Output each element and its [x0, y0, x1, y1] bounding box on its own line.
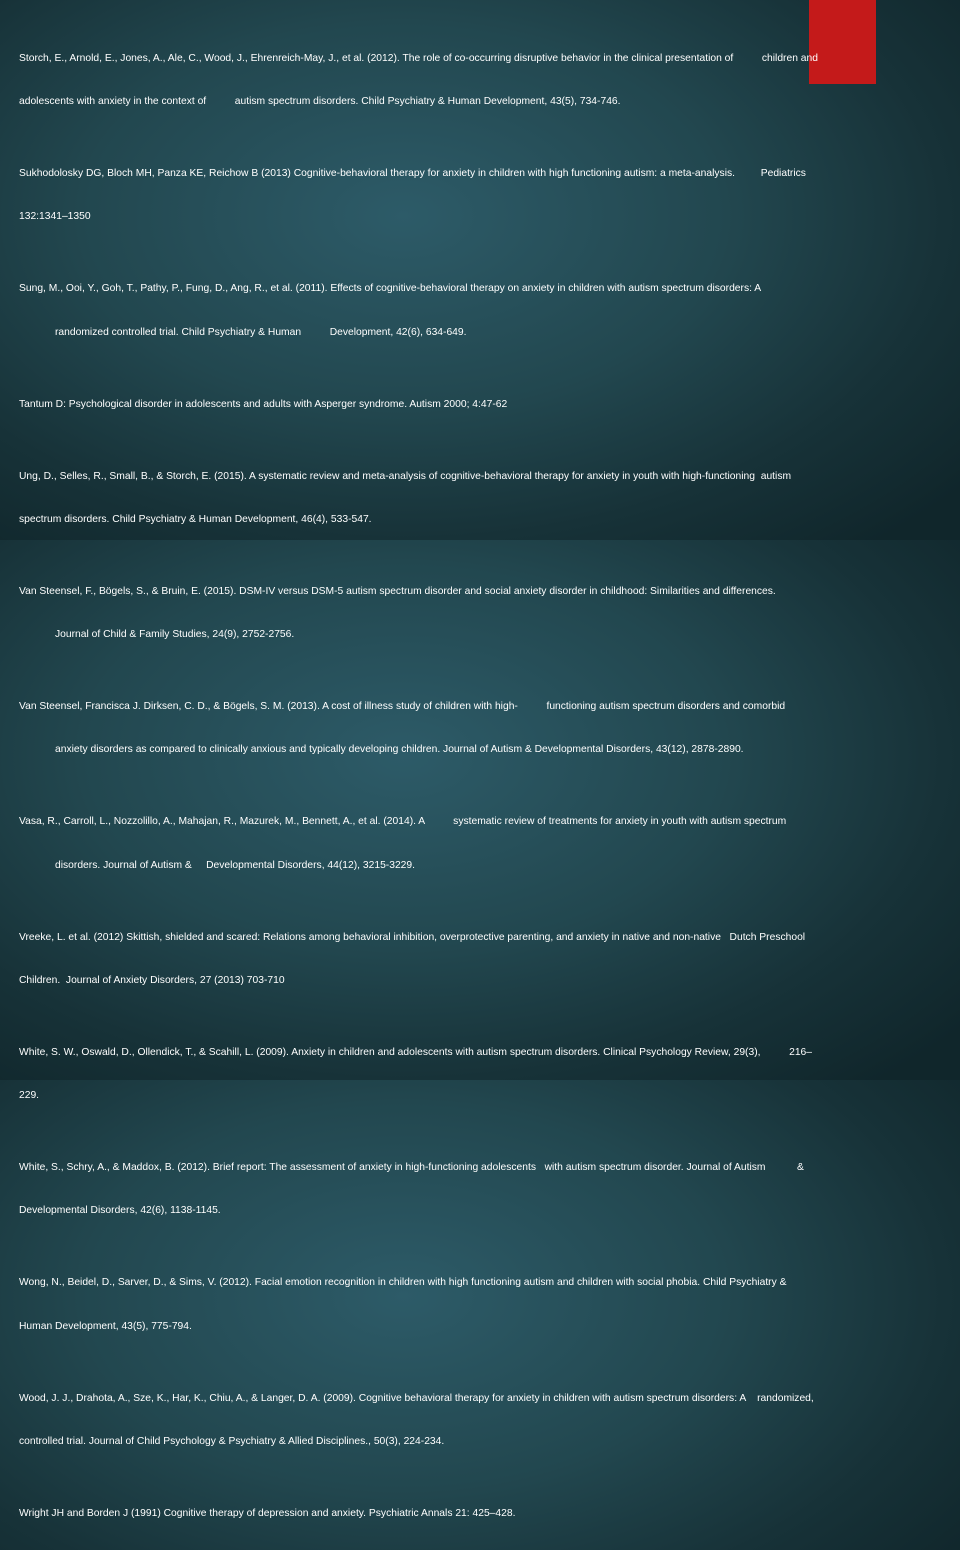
reference-wong-2012	[19, 1248, 949, 1363]
reference-line: Vasa, R., Carroll, L., Nozzolillo, A., Mahajan, R., Mazurek, M., Bennett, A., et al. (2014). A systematic review of treatments for anxiety in youth with autism spectrum	[19, 816, 787, 828]
reference-line: spectrum disorders. Child Psychiatry & Human Development, 46(4), 533-547.	[19, 513, 372, 525]
reference-line: Wright JH and Borden J (1991) Cognitive therapy of depression and anxiety. Psychiatric Annals 21: 425–428.	[19, 1507, 516, 1519]
reference-line: Children. Journal of Anxiety Disorders, 27 (2013) 703-710	[19, 974, 285, 986]
reference-storch-2012	[19, 23, 949, 138]
reference-line: Journal of Child & Family Studies, 24(9), 2752-2756.	[55, 629, 295, 641]
reference-line: 229.	[19, 1090, 40, 1102]
reference-ung-2015	[19, 441, 949, 556]
reference-line: Wood, J. J., Drahota, A., Sze, K., Har, K., Chiu, A., & Langer, D. A. (2009). Cognitive behavioral therapy for anxiety in children with autism spectrum disorders: A randomized,	[19, 1392, 814, 1404]
reference-line: disorders. Journal of Autism & Developmental Disorders, 44(12), 3215-3229.	[55, 859, 415, 871]
reference-list	[19, 23, 949, 1550]
reference-line: 132:1341–1350	[19, 211, 91, 223]
reference-vasa-2014	[19, 787, 949, 902]
reference-wright-1991	[19, 1478, 949, 1550]
reference-line: Storch, E., Arnold, E., Jones, A., Ale, C., Wood, J., Ehrenreich-May, J., et al. (2012). The role of co-occurring disruptive behavior in the clinical presentation of children and	[19, 52, 818, 64]
reference-vreeke-2012	[19, 902, 949, 1017]
reference-white-2012	[19, 1132, 949, 1247]
reference-line: White, S. W., Oswald, D., Ollendick, T., & Scahill, L. (2009). Anxiety in children and adolescents with autism spectrum disorders. Clinical Psychology Review, 29(3), 216–	[19, 1046, 813, 1058]
reference-line: Human Development, 43(5), 775-794.	[19, 1320, 192, 1332]
reference-white-2009	[19, 1017, 949, 1132]
reference-van-steensel-2013	[19, 671, 949, 786]
reference-tantum-2000	[19, 369, 949, 441]
reference-line: controlled trial. Journal of Child Psychology & Psychiatry & Allied Disciplines., 50(3), 224-234.	[19, 1435, 445, 1447]
reference-line: Van Steensel, Francisca J. Dirksen, C. D., & Bögels, S. M. (2013). A cost of illness study of children with high- functioning autism spectrum disorders and comorbid	[19, 701, 786, 713]
reference-line: Wong, N., Beidel, D., Sarver, D., & Sims, V. (2012). Facial emotion recognition in children with high functioning autism and children with social phobia. Child Psychiatry &	[19, 1277, 787, 1289]
reference-line: anxiety disorders as compared to clinically anxious and typically developing children. Journal of Autism & Developmental Disorders, 43(12), 2878-2890.	[55, 744, 744, 756]
reference-sung-2011	[19, 254, 949, 369]
reference-line: Developmental Disorders, 42(6), 1138-1145.	[19, 1205, 221, 1217]
reference-line: Vreeke, L. et al. (2012) Skittish, shielded and scared: Relations among behavioral inhibition, overprotective parenting, and anxiety in native and non-native Dutch Preschool	[19, 931, 806, 943]
reference-line: Van Steensel, F., Bögels, S., & Bruin, E. (2015). DSM-IV versus DSM-5 autism spectrum disorder and social anxiety disorder in childhood: Similarities and differences.	[19, 585, 776, 597]
reference-line: adolescents with anxiety in the context of autism spectrum disorders. Child Psychiatry & Human Development, 43(5), 734-746.	[19, 96, 621, 108]
reference-line: Ung, D., Selles, R., Small, B., & Storch, E. (2015). A systematic review and meta-analysis of cognitive-behavioral therapy for anxiety in youth with high-functioning autism	[19, 470, 792, 482]
reference-van-steensel-2015	[19, 556, 949, 671]
reference-line: White, S., Schry, A., & Maddox, B. (2012). Brief report: The assessment of anxiety in high-functioning adolescents with autism spectrum disorder. Journal of Autism &	[19, 1162, 804, 1174]
reference-sukhodolosky-2013	[19, 138, 949, 253]
reference-line: Sukhodolosky DG, Bloch MH, Panza KE, Reichow B (2013) Cognitive-behavioral therapy for anxiety in children with high functioning autism: a meta-analysis. Pediatrics	[19, 168, 806, 180]
reference-wood-2009	[19, 1363, 949, 1478]
reference-line: Tantum D: Psychological disorder in adolescents and adults with Asperger syndrome. Autism 2000; 4:47-62	[19, 398, 508, 410]
reference-line: Sung, M., Ooi, Y., Goh, T., Pathy, P., Fung, D., Ang, R., et al. (2011). Effects of cognitive-behavioral therapy on anxiety in children with autism spectrum disorders: A	[19, 283, 762, 295]
reference-line: randomized controlled trial. Child Psychiatry & Human Development, 42(6), 634-649.	[55, 326, 467, 338]
